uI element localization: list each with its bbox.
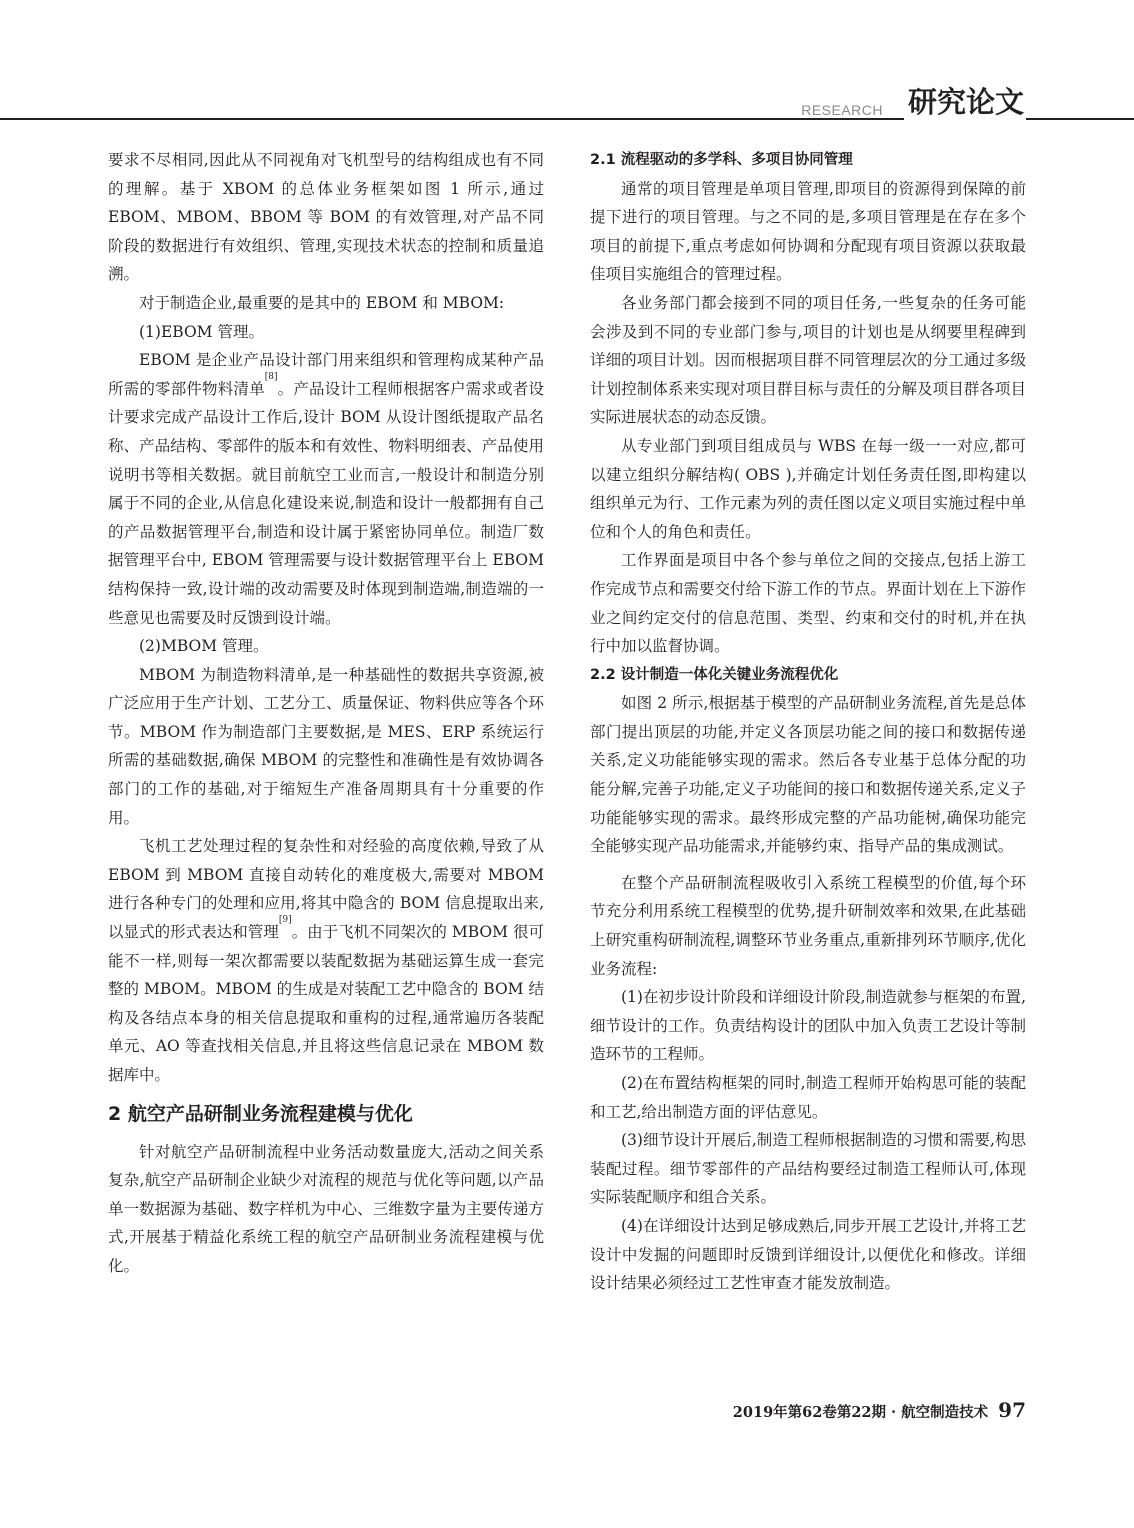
right-paragraph-3: 从专业部门到项目组成员与 WBS 在每一级一一对应,都可以建立组织分解结构( OBS ),并确定计划任务责任图,即构建以组织单元为行、工作元素为列的责任图以定义项目实施过程中单位和个人的角色和责任。 bbox=[590, 436, 1026, 541]
left-paragraph-1: 要求不尽相同,因此从不同视角对飞机型号的结构组成也有不同的理解。基于 XBOM 的总体业务框架如图 1 所示,通过 EBOM、MBOM、BBOM 等 BOM 的有效管理,对产品不同阶段的数据进行有效组织、管理,实现技术状态的控制和质量追溯。 bbox=[108, 151, 544, 284]
left-paragraph-5: (2)MBOM 管理。 bbox=[139, 637, 269, 656]
left-paragraph-4 bbox=[108, 346, 544, 632]
left-paragraph-4-b: 。产品设计工程师根据客户需求或者设计要求完成产品设计工作后,设计 BOM 从设计图纸提取产品名称、产品结构、零部件的版本和有效性、物料明细表、产品使用说明书等相关数据。就目前航空工业而言,一般设计和制造分别属于不同的企业,从信息化建设来说,制造和设计一般都拥有自己的产品数据管理平台,制造和设计属于紧密协同单位。制造厂数据管理平台中, EBOM 管理需要与设计数据管理平台上 EBOM 结构保持一致,设计端的改动需要及时体现到制造端,制造端的一些意见也需要及时反馈到设计端。 bbox=[108, 379, 544, 627]
right-paragraph-9: (3)细节设计开展后,制造工程师根据制造的习惯和需要,构思装配过程。细节零部件的产品结构要经过制造工程师认可,体现实际装配顺序和组合关系。 bbox=[590, 1131, 1026, 1207]
left-paragraph-7-a: 飞机工艺处理过程的复杂性和对经验的高度依赖,导致了从 EBOM 到 MBOM 直接自动转化的难度极大,需要对 MBOM 进行各种专门的处理和应用,将其中隐含的 BOM 信息提取出来,以显式的形式表达和管理 bbox=[108, 837, 544, 942]
right-paragraph-1: 通常的项目管理是单项目管理,即项目的资源得到保障的前提下进行的项目管理。与之不同的是,多项目管理是在存在多个项目的前提下,重点考虑如何协调和分配现有项目资源以获取最佳项目实施组合的管理过程。 bbox=[590, 179, 1026, 284]
right-paragraph-7: (1)在初步设计阶段和详细设计阶段,制造就参与框架的布置,细节设计的工作。负责结构设计的团队中加入负责工艺设计等制造环节的工程师。 bbox=[590, 988, 1026, 1064]
right-paragraph-5: 如图 2 所示,根据基于模型的产品研制业务流程,首先是总体部门提出顶层的功能,并定义各顶层功能之间的接口和数据传递关系,定义功能能够实现的需求。然后各专业基于总体分配的功能分解,完善子功能,定义子功能间的接口和数据传递关系,定义子功能能够实现的需求。最终形成完整的产品功能树,确保功能完全能够实现产品功能需求,并能够约束、指导产品的集成测试。 bbox=[590, 694, 1026, 856]
left-paragraph-4-a: EBOM 是企业产品设计部门用来组织和管理构成某种产品所需的零部件物料清单 bbox=[108, 351, 544, 398]
right-paragraph-2: 各业务部门都会接到不同的项目任务,一些复杂的任务可能会涉及到不同的专业部门参与,项目的计划也是从纲要里程碑到详细的项目计划。因而根据项目群不同管理层次的分工通过多级计划控制体系来实现对项目群目标与责任的分解及项目群各项目实际进展状态的动态反馈。 bbox=[590, 293, 1026, 427]
right-paragraph-10: (4)在详细设计达到足够成熟后,同步开展工艺设计,并将工艺设计中发掘的问题即时反馈到详细设计,以便优化和修改。详细设计结果必须经过工艺性审查才能发放制造。 bbox=[590, 1216, 1026, 1293]
right-column bbox=[590, 146, 1026, 1298]
left-paragraph-8: 针对航空产品研制流程中业务活动数量庞大,活动之间关系复杂,航空产品研制企业缺少对流程的规范与优化等问题,以产品单一数据源为基础、数字样机为中心、三维数字量为主要传递方式,开展基于精益化系统工程的航空产品研制业务流程建模与优化。 bbox=[108, 1142, 544, 1275]
left-paragraph-2: 对于制造企业,最重要的是其中的 EBOM 和 MBOM: bbox=[139, 293, 505, 312]
left-column bbox=[108, 146, 544, 1281]
page-footer bbox=[733, 1398, 1026, 1422]
section-2-heading: 2 航空产品研制业务流程建模与优化 bbox=[108, 1102, 413, 1125]
left-paragraph-3: (1)EBOM 管理。 bbox=[139, 322, 264, 341]
section-2-2-heading: 2.2 设计制造一体化关键业务流程优化 bbox=[590, 666, 839, 683]
left-paragraph-7-b: 。由于飞机不同架次的 MBOM 很可能不一样,则每一架次都需要以装配数据为基础运算生成一套完整的 MBOM。MBOM 的生成是对装配工艺中隐含的 BOM 结构及各结点本身的相关信息提取和重构的过程,通常遍历各装配单元、AO 等查找相关信息,并且将这些信息记录在 MBOM 数据库中。 bbox=[108, 923, 544, 1084]
reference-8: [8] bbox=[264, 371, 278, 382]
footer-citation: 2019年第62卷第22期 · 航空制造技术 bbox=[732, 1404, 989, 1421]
reference-9: [9] bbox=[278, 915, 292, 926]
header-section-cn: 研究论文 bbox=[904, 80, 1026, 121]
section-2-1-heading: 2.1 流程驱动的多学科、多项目协同管理 bbox=[590, 152, 853, 168]
page-number: 97 bbox=[998, 1398, 1026, 1422]
header-section-en-box bbox=[801, 96, 889, 120]
right-paragraph-8: (2)在布置结构框架的同时,制造工程师开始构思可能的装配和工艺,给出制造方面的评估意见。 bbox=[590, 1074, 1026, 1121]
left-paragraph-7 bbox=[108, 832, 544, 1089]
left-paragraph-6: MBOM 为制造物料清单,是一种基础性的数据共享资源,被广泛应用于生产计划、工艺分工、质量保证、物料供应等各个环节。MBOM 作为制造部门主要数据,是 MES、ERP 系统运行所需的基础数据,确保 MBOM 的完整性和准确性是有效协调各部门的工作的基础,对于缩短生产准备周期具有十分重要的作用。 bbox=[108, 665, 544, 827]
right-paragraph-6: 在整个产品研制流程吸收引入系统工程模型的价值,每个环节充分利用系统工程模型的优势,提升研制效率和效果,在此基础上研究重构研制流程,调整环节业务重点,重新排列环节顺序,优化业务流程: bbox=[590, 873, 1026, 978]
right-paragraph-4: 工作界面是项目中各个参与单位之间的交接点,包括上游工作完成节点和需要交付给下游工作的节点。界面计划在上下游作业之间约定交付的信息范围、类型、约束和交付的时机,并在执行中加以监督协调。 bbox=[590, 551, 1026, 656]
header-section-en: RESEARCH bbox=[801, 102, 883, 118]
